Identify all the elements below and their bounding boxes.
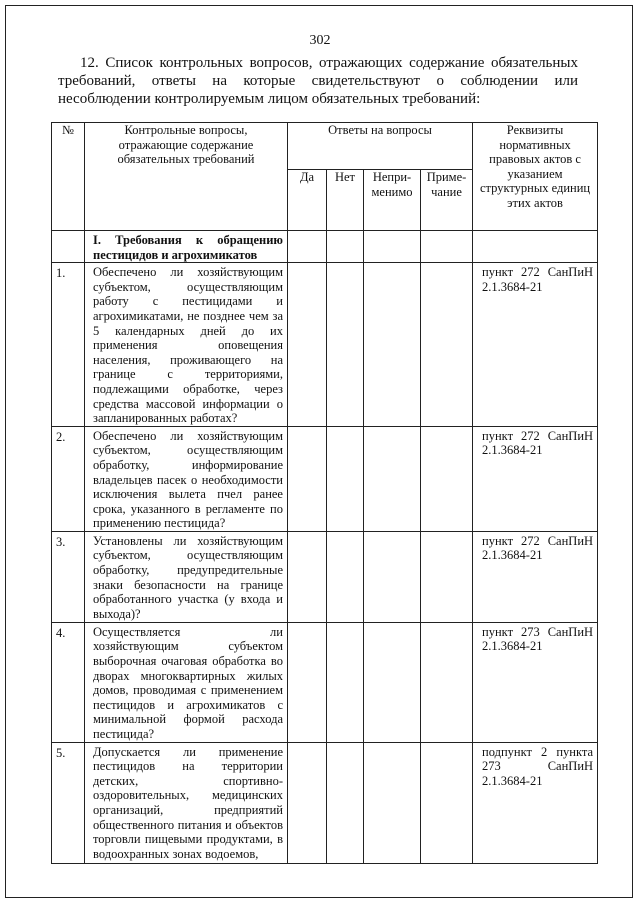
- answer-no-cell[interactable]: [327, 622, 364, 742]
- table-row: [52, 426, 598, 531]
- requisites-text: пункт 272 СанПиН 2.1.3684-21: [482, 265, 594, 294]
- page-number: 302: [309, 33, 331, 48]
- answer-note-cell[interactable]: [421, 426, 473, 531]
- answer-note-cell[interactable]: [421, 742, 473, 863]
- row-number: 4.: [56, 625, 66, 640]
- header-no: Нет: [327, 170, 364, 231]
- answer-yes-cell[interactable]: [288, 742, 327, 863]
- answer-na-cell[interactable]: [364, 622, 421, 742]
- answer-na-cell[interactable]: [364, 263, 421, 427]
- table-row: [52, 622, 598, 742]
- row-number: 2.: [56, 429, 66, 444]
- answer-no-cell[interactable]: [327, 742, 364, 863]
- header-answers: Ответы на вопросы: [288, 123, 473, 170]
- table-row: [52, 531, 598, 622]
- answer-note-cell[interactable]: [421, 622, 473, 742]
- row-number: 1.: [56, 266, 66, 281]
- answer-yes-cell[interactable]: [288, 531, 327, 622]
- header-requisites: Реквизиты нормативных правовых актов с указанием структурных единиц этих актов: [473, 123, 598, 231]
- header-question: Контрольные вопросы, отражающие содержание обязательных требований: [85, 123, 288, 231]
- table-row: [52, 263, 598, 427]
- row-number: 3.: [56, 534, 66, 549]
- header-num: №: [52, 123, 85, 231]
- row-number: 5.: [56, 745, 66, 760]
- question-text: Обеспечено ли хозяйствующим субъектом, осуществляющим работу с пестицидами и агрохимикатами, не позднее чем за 5 календарных дней до их применения оповещения населения, проживающего на границе с территориями, подлежащими обработке, через средства массовой информации о запланированных работах?: [93, 265, 283, 426]
- requisites-text: пункт 273 СанПиН 2.1.3684-21: [482, 624, 594, 654]
- header-yes: Да: [288, 170, 327, 231]
- question-text: Осуществляется ли хозяйствующим субъектом выборочная очаговая обработка во дворах многоквартирных жилых домов, проводимая с применением пестицидов и агрохимикатов с минимальной формой расхода пестицида?: [93, 624, 283, 742]
- table-row: [52, 742, 598, 863]
- answer-na-cell[interactable]: [364, 531, 421, 622]
- header-note: Приме-чание: [421, 170, 473, 231]
- answer-note-cell[interactable]: [421, 263, 473, 427]
- question-text: Допускается ли применение пестицидов на территории детских, спортивно-оздоровительных, медицинских организаций, предприятий общественного питания и объектов торговли пищевыми продуктами, в водоохранных зонах водоемов,: [93, 744, 283, 861]
- answer-yes-cell[interactable]: [288, 622, 327, 742]
- answer-yes-cell[interactable]: [288, 263, 327, 427]
- answer-no-cell[interactable]: [327, 426, 364, 531]
- question-text: Установлены ли хозяйствующим субъектом, осуществляющим обработку, предупредительные знаки безопасности на границе обработанного участка (у входа и выхода)?: [93, 533, 283, 621]
- section-row: [52, 231, 598, 263]
- answer-no-cell[interactable]: [327, 531, 364, 622]
- header-not-applicable: Непри-менимо: [364, 170, 421, 231]
- answer-na-cell[interactable]: [364, 426, 421, 531]
- answer-no-cell[interactable]: [327, 263, 364, 427]
- requisites-text: пункт 272 СанПиН 2.1.3684-21: [482, 428, 594, 458]
- answer-note-cell[interactable]: [421, 531, 473, 622]
- requisites-text: пункт 272 СанПиН 2.1.3684-21: [482, 533, 594, 563]
- answer-na-cell[interactable]: [364, 742, 421, 863]
- section-title: I. Требования к обращению пестицидов и агрохимикатов: [85, 231, 288, 263]
- list-heading: 12. Список контрольных вопросов, отражающих содержание обязательных требований, ответы на которые свидетельствуют о соблюдении или несоблюдении контролируемым лицом обязательных требований:: [58, 55, 578, 107]
- section-num-cell: [52, 231, 85, 263]
- question-text: Обеспечено ли хозяйствующим субъектом, осуществляющим обработку, информирование владельцев пасек о необходимости исключения вылета пчел ранее срока, указанного в регламенте по применению пестицида?: [93, 428, 283, 531]
- requisites-text: подпункт 2 пункта 273 СанПиН 2.1.3684-21: [482, 744, 594, 788]
- answer-yes-cell[interactable]: [288, 426, 327, 531]
- checklist-table: [51, 122, 598, 864]
